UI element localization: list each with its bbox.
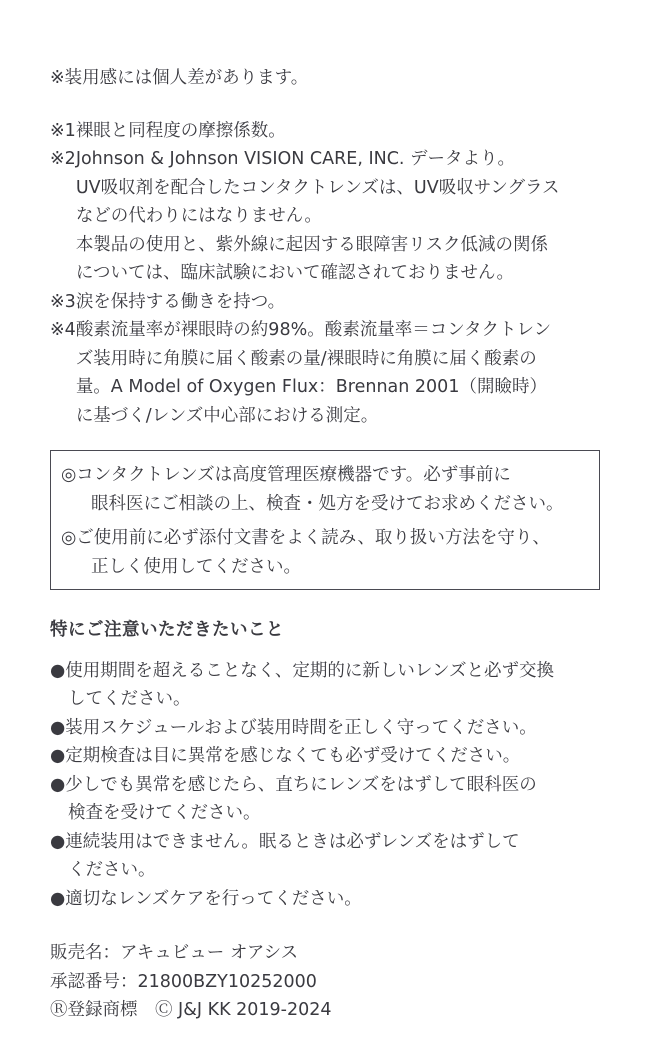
- product-info: [50, 939, 610, 1025]
- notice-item: [61, 524, 589, 581]
- footnote-3: [50, 288, 610, 317]
- footnote-line: などの代わりにはなりません。: [75, 206, 322, 226]
- footnote-4: [50, 316, 610, 430]
- caution-item: [50, 742, 610, 771]
- footnote-2: [50, 145, 610, 288]
- caution-item: [50, 885, 610, 914]
- trademark-copyright: Ⓡ登録商標 Ⓒ J&J KK 2019-2024: [50, 1000, 332, 1020]
- footnote-line: 量。A Model of Oxygen Flux：Brennan 2001（開瞼時）: [75, 377, 547, 397]
- caution-item: [50, 828, 610, 885]
- notice-line: ◎コンタクトレンズは高度管理医療機器です。必ず事前に: [61, 465, 511, 485]
- notice-line: 正しく使用してください。: [91, 556, 301, 577]
- footnote-line: 酸素流量率が裸眼時の約98%。酸素流量率＝コンタクトレン: [75, 320, 552, 340]
- caution-line: してください。: [68, 689, 191, 709]
- caution-line: 検査を受けてください。: [68, 803, 261, 823]
- footnote-mark: ※3: [50, 291, 76, 312]
- footnote-mark: ※4: [50, 320, 76, 340]
- intro-note: ※装用感には個人差があります。: [50, 68, 309, 88]
- footnote-mark: ※1: [50, 120, 76, 141]
- footnote-line: 本製品の使用と、紫外線に起因する眼障害リスク低減の関係: [75, 234, 548, 255]
- seller-name: 販売名：アキュビュー オアシス: [50, 943, 299, 963]
- footnote-line: に基づく/レンズ中心部における測定。: [75, 405, 379, 426]
- caution-line: ください。: [68, 860, 156, 880]
- footnote-line: Johnson & Johnson VISION CARE, INC. データより。: [75, 149, 516, 169]
- caution-line: ●少しでも異常を感じたら、直ちにレンズをはずして眼科医の: [50, 774, 537, 795]
- footnote-line: 裸眼と同程度の摩擦係数。: [75, 120, 286, 141]
- approval-number: 承認番号：21800BZY10252000: [50, 971, 317, 992]
- document-page: [50, 64, 610, 1025]
- caution-line: ●連続装用はできません。眠るときは必ずレンズをはずして: [50, 831, 520, 852]
- footnote-line: については、臨床試験において確認されておりません。: [75, 263, 515, 283]
- footnote-line: 涙を保持する働きを持つ。: [75, 291, 286, 312]
- caution-item: [50, 771, 610, 828]
- footnote-1: [50, 117, 610, 146]
- notice-line: 眼科医にご相談の上、検査・処方を受けてお求めください。: [91, 493, 564, 514]
- footnote-line: UV吸収剤を配合したコンタクトレンズは、UV吸収サングラス: [75, 177, 560, 198]
- caution-item: [50, 657, 610, 714]
- spacer: [50, 93, 610, 117]
- footnote-line: ズ装用時に角膜に届く酸素の量/裸眼時に角膜に届く酸素の: [75, 348, 537, 369]
- caution-heading: 特にご注意いただきたいこと: [50, 620, 284, 640]
- caution-line: ●使用期間を超えることなく、定期的に新しいレンズと必ず交換: [50, 660, 554, 681]
- caution-item: [50, 714, 610, 743]
- caution-list: [50, 657, 610, 914]
- notice-line: ◎ご使用前に必ず添付文書をよく読み、取り扱い方法を守り、: [61, 528, 550, 548]
- footnote-mark: ※2: [50, 149, 76, 169]
- notice-item: [61, 461, 589, 518]
- caution-line: ●装用スケジュールおよび装用時間を正しく守ってください。: [50, 717, 537, 738]
- notice-box: [50, 450, 600, 590]
- caution-line: ●適切なレンズケアを行ってください。: [50, 888, 362, 909]
- caution-line: ●定期検査は目に異常を感じなくても必ず受けてください。: [50, 746, 521, 766]
